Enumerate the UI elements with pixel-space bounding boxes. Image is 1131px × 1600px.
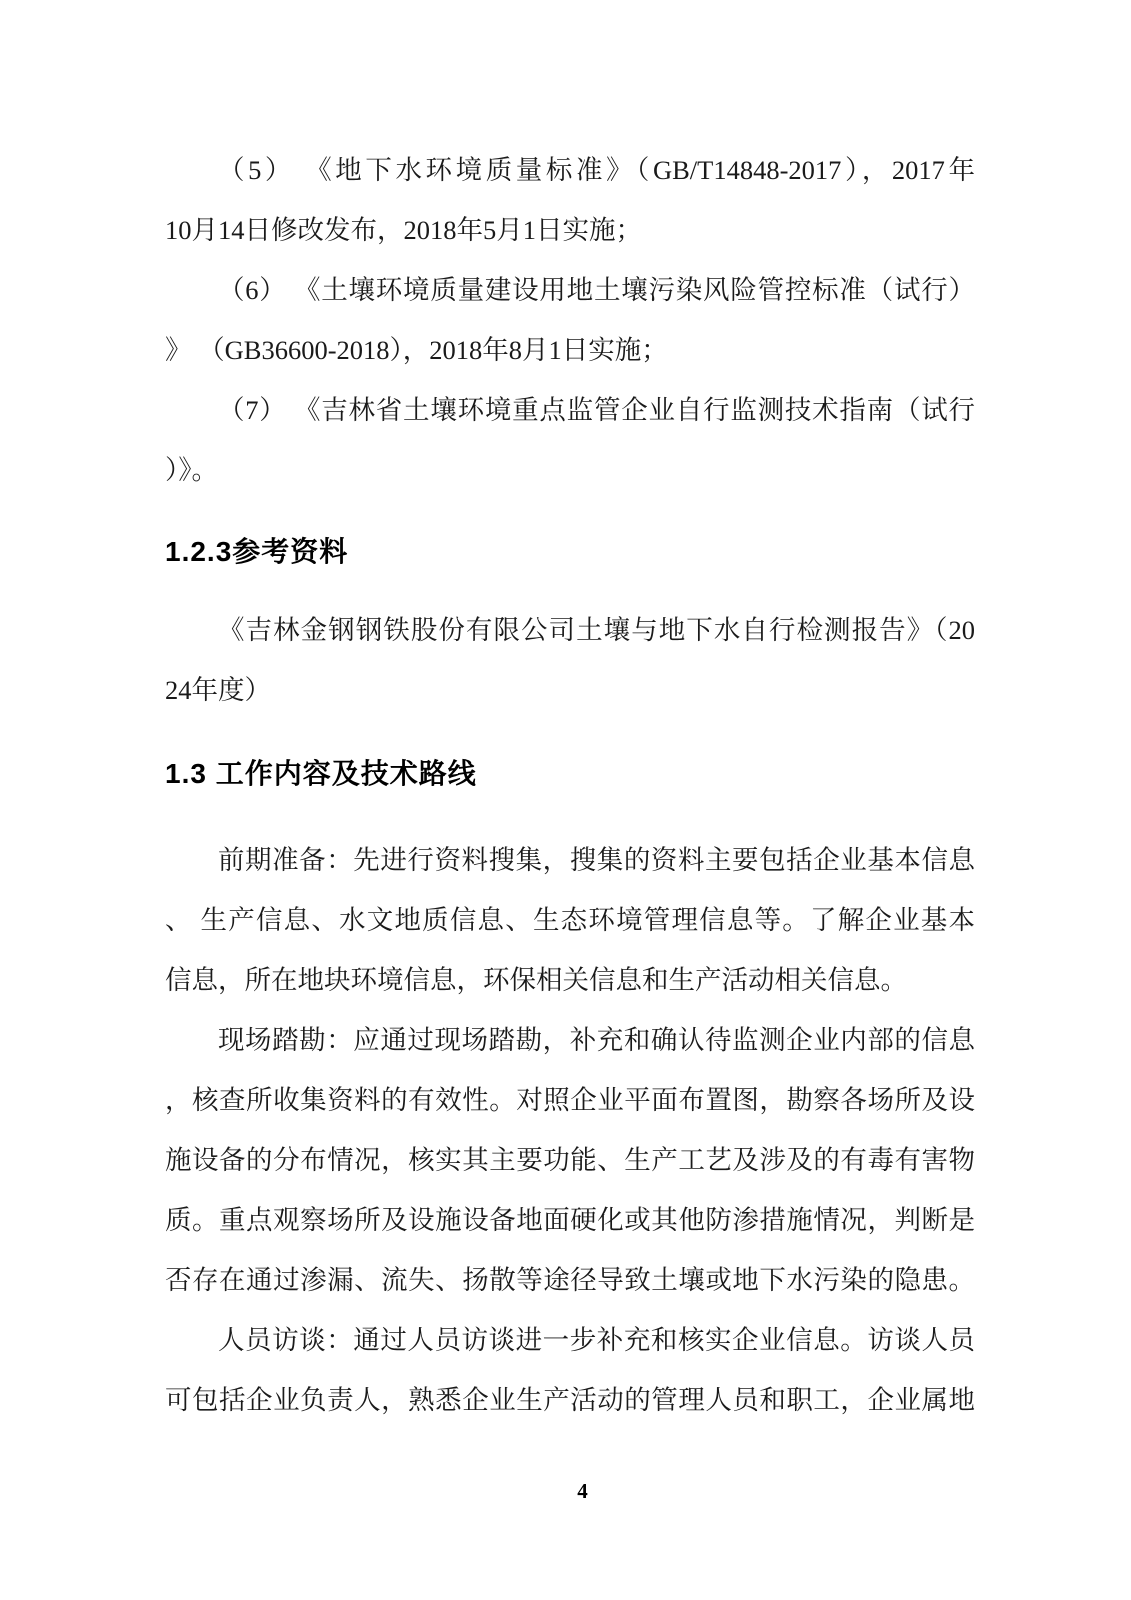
- text-line: 24年度）: [165, 675, 271, 705]
- text-line: 质。重点观察场所及设施设备地面硬化或其他防渗措施情况，判断是: [165, 1205, 975, 1235]
- text-line: 否存在通过渗漏、流失、扬散等途径导致土壤或地下水污染的隐患。: [165, 1265, 975, 1295]
- text-line: 10月14日修改发布，2018年5月1日实施；: [165, 215, 642, 245]
- text-line: 施设备的分布情况，核实其主要功能、生产工艺及涉及的有毒有害物: [165, 1145, 975, 1175]
- page-number: 4: [577, 1479, 588, 1503]
- heading-1-2-3: 1.2.3参考资料: [165, 536, 349, 567]
- text-line: 》 （GB36600-2018），2018年8月1日实施；: [165, 335, 668, 365]
- text-line: 《吉林金钢钢铁股份有限公司土壤与地下水自行检测报告》（20: [218, 615, 975, 645]
- preparation-paragraph: [165, 830, 975, 1010]
- site-survey-paragraph: [165, 1010, 975, 1310]
- heading-1-3: 1.3 工作内容及技术路线: [165, 758, 477, 789]
- text-line: （7） 《吉林省土壤环境重点监管企业自行监测技术指南（试行: [218, 395, 975, 425]
- text-line: 、 生产信息、水文地质信息、生态环境管理信息等。了解企业基本: [165, 905, 975, 935]
- text-line: （5） 《地下水环境质量标准》（GB/T14848-2017），2017年: [218, 155, 975, 185]
- interview-paragraph: [165, 1310, 975, 1430]
- reference-paragraph: [165, 600, 975, 720]
- text-line: 人员访谈：通过人员访谈进一步补充和核实企业信息。访谈人员: [218, 1325, 975, 1355]
- regulation-item-5: [165, 140, 975, 260]
- text-line: ）》。: [165, 455, 218, 485]
- text-line: 前期准备：先进行资料搜集，搜集的资料主要包括企业基本信息: [218, 845, 975, 875]
- text-line: （6） 《土壤环境质量建设用地土壤污染风险管控标准（试行）: [218, 275, 975, 305]
- text-line: 信息，所在地块环境信息，环保相关信息和生产活动相关信息。: [165, 965, 907, 995]
- regulation-item-7: [165, 380, 975, 500]
- text-line: 可包括企业负责人，熟悉企业生产活动的管理人员和职工，企业属地: [165, 1385, 975, 1415]
- document-body: [165, 140, 975, 1430]
- text-line: 现场踏勘：应通过现场踏勘，补充和确认待监测企业内部的信息: [218, 1025, 975, 1055]
- text-line: ，核查所收集资料的有效性。对照企业平面布置图，勘察各场所及设: [165, 1085, 975, 1115]
- regulation-item-6: [165, 260, 975, 380]
- page-footer: [0, 1478, 1131, 1504]
